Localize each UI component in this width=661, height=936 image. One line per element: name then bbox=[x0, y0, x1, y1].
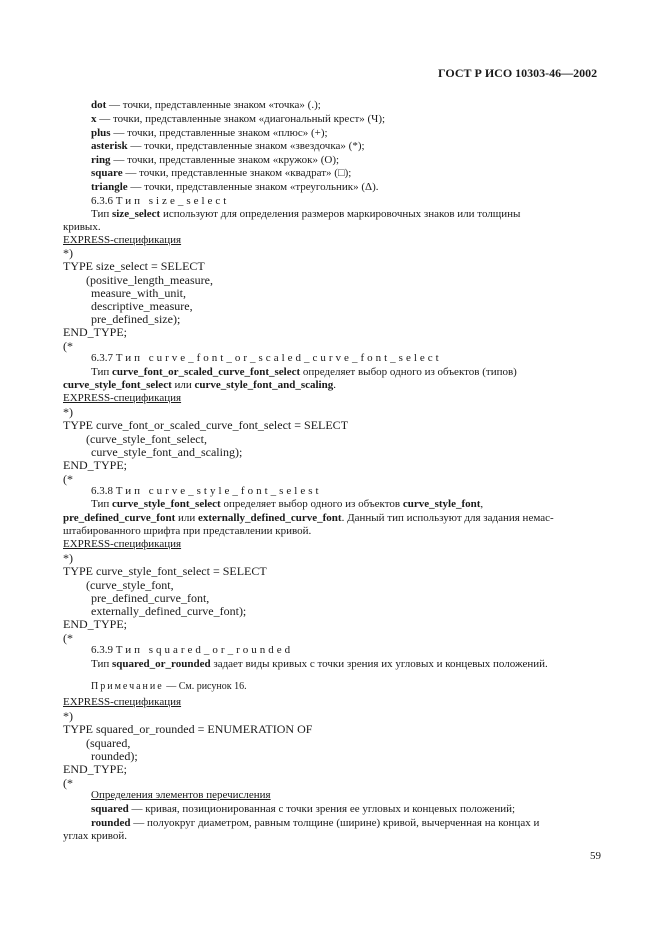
paragraph: Тип curve_font_or_scaled_curve_font_select определяет выбор одного из объектов (типов) bbox=[91, 366, 517, 378]
page-number: 59 bbox=[590, 850, 601, 862]
code-line: (* bbox=[63, 631, 73, 645]
code-line: rounded); bbox=[91, 749, 138, 763]
paragraph: Тип curve_style_font_select определяет выбор одного из объектов curve_style_font, bbox=[91, 498, 484, 510]
code-line: externally_defined_curve_font); bbox=[91, 604, 247, 618]
paragraph: кривых. bbox=[63, 221, 101, 233]
code-line: descriptive_measure, bbox=[91, 299, 193, 313]
section-heading: 6.3.7 Тип curve_font_or_scaled_curve_font_select bbox=[91, 352, 442, 364]
subsection-heading: Определения элементов перечисления bbox=[91, 789, 271, 801]
code-line: END_TYPE; bbox=[63, 325, 127, 339]
code-line: END_TYPE; bbox=[63, 458, 127, 472]
code-line: TYPE curve_font_or_scaled_curve_font_select = SELECT bbox=[63, 418, 349, 432]
list-item: asterisk — точки, представленные знаком «звездочка» (*); bbox=[91, 140, 365, 152]
code-line: (squared, bbox=[86, 736, 131, 750]
code-line: *) bbox=[63, 709, 73, 723]
code-line: (* bbox=[63, 472, 73, 486]
definition-item: rounded — полуокруг диаметром, равным толщине (ширине) кривой, вычерченная на концах и bbox=[91, 817, 540, 829]
code-line: pre_defined_size); bbox=[91, 312, 181, 326]
code-line: END_TYPE; bbox=[63, 617, 127, 631]
code-line: curve_style_font_and_scaling); bbox=[91, 445, 243, 459]
paragraph: штабированного шрифта при представлении кривой. bbox=[63, 525, 312, 537]
definition-item: углах кривой. bbox=[63, 830, 128, 842]
note: Примечание — См. рисунок 16. bbox=[91, 681, 247, 692]
code-line: pre_defined_curve_font, bbox=[91, 591, 210, 605]
document-header: ГОСТ Р ИСО 10303-46—2002 bbox=[438, 66, 598, 80]
code-line: (positive_length_measure, bbox=[86, 273, 213, 287]
code-line: (* bbox=[63, 339, 73, 353]
code-line: END_TYPE; bbox=[63, 762, 127, 776]
list-item: plus — точки, представленные знаком «плюс» (+); bbox=[91, 127, 328, 139]
section-heading: 6.3.6 Тип size_select bbox=[91, 195, 230, 207]
paragraph: pre_defined_curve_font или externally_defined_curve_font. Данный тип используют для задания немас- bbox=[63, 512, 554, 524]
code-line: (* bbox=[63, 776, 73, 790]
code-line: *) bbox=[63, 551, 73, 565]
express-label: EXPRESS-спецификация bbox=[63, 392, 182, 404]
express-label: EXPRESS-спецификация bbox=[63, 538, 182, 550]
code-line: TYPE size_select = SELECT bbox=[63, 259, 205, 273]
express-label: EXPRESS-спецификация bbox=[63, 234, 182, 246]
code-line: TYPE curve_style_font_select = SELECT bbox=[63, 564, 267, 578]
express-label: EXPRESS-спецификация bbox=[63, 696, 182, 708]
list-item: square — точки, представленные знаком «квадрат» (□); bbox=[91, 167, 352, 179]
list-item: triangle — точки, представленные знаком «треугольник» (Δ). bbox=[91, 181, 379, 193]
code-line: *) bbox=[63, 246, 73, 260]
section-heading: 6.3.9 Тип squared_or_rounded bbox=[91, 644, 294, 656]
code-line: (curve_style_font, bbox=[86, 578, 174, 592]
paragraph: curve_style_font_select или curve_style_font_and_scaling. bbox=[63, 379, 336, 391]
code-line: TYPE squared_or_rounded = ENUMERATION OF bbox=[63, 722, 313, 736]
code-line: (curve_style_font_select, bbox=[86, 432, 207, 446]
paragraph: Тип size_select используют для определения размеров маркировочных знаков или толщины bbox=[91, 208, 521, 220]
paragraph: Тип squared_or_rounded задает виды кривых с точки зрения их угловых и концевых положений. bbox=[91, 658, 548, 670]
list-item: ring — точки, представленные знаком «кружок» (О); bbox=[91, 154, 340, 166]
code-line: measure_with_unit, bbox=[91, 286, 186, 300]
code-line: *) bbox=[63, 405, 73, 419]
list-item: x — точки, представленные знаком «диагональный крест» (Ч); bbox=[91, 113, 386, 125]
list-item: dot — точки, представленные знаком «точка» (.); bbox=[91, 99, 321, 111]
definition-item: squared — кривая, позиционированная с точки зрения ее угловых и концевых положений; bbox=[91, 803, 516, 815]
section-heading: 6.3.8 Тип curve_style_font_selest bbox=[91, 485, 322, 497]
